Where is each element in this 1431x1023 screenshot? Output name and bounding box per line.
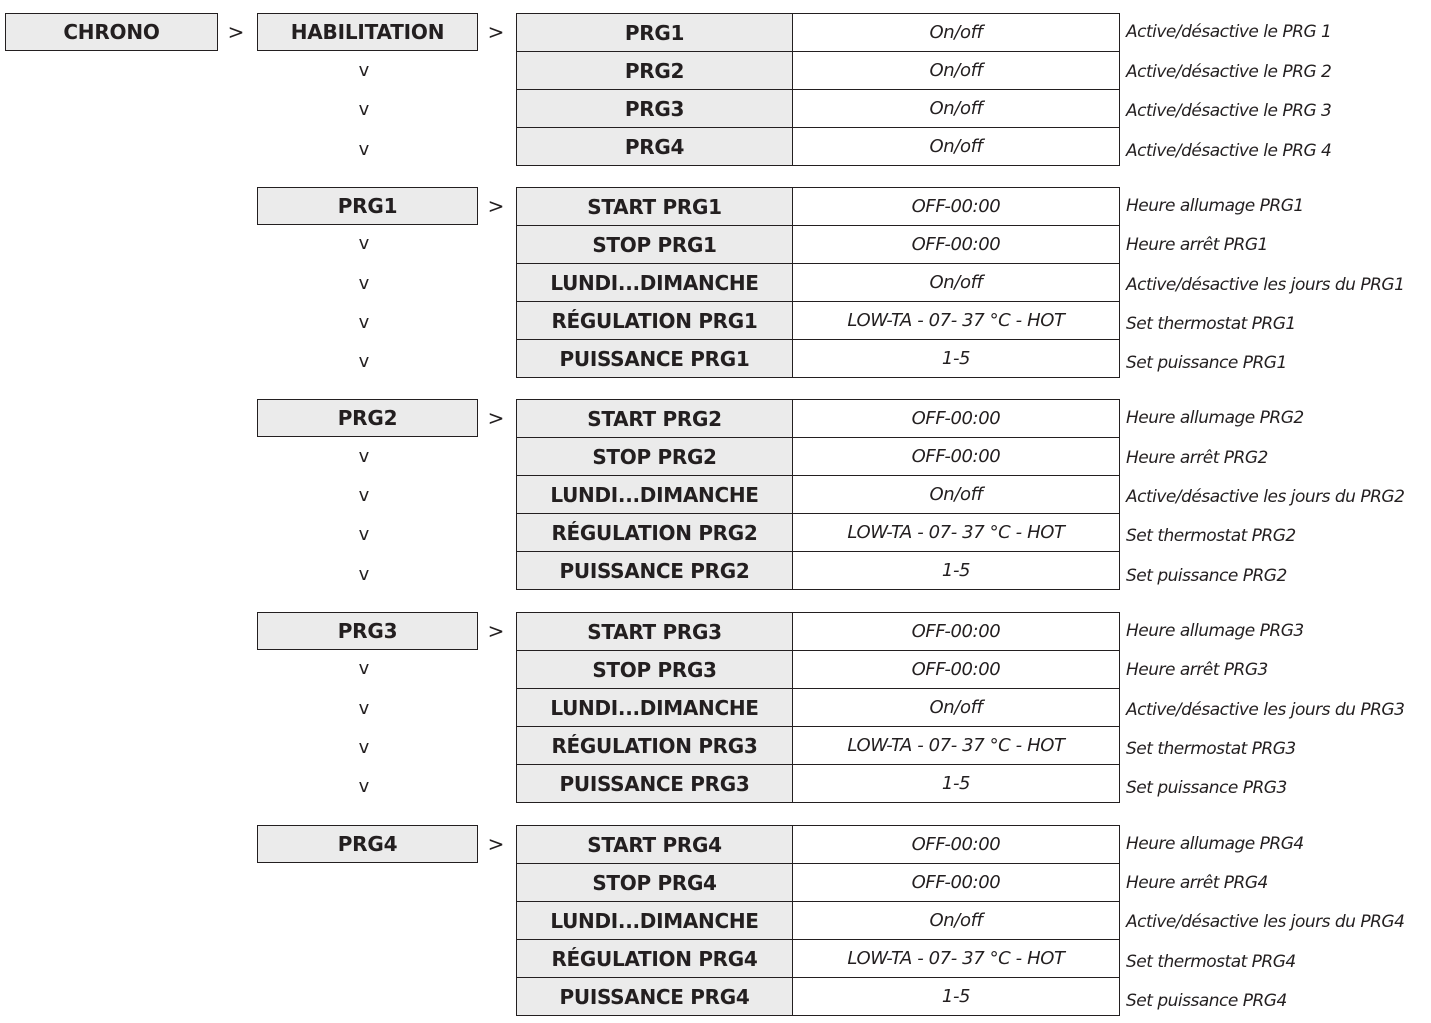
setting-description: Set puissance PRG3 — [1126, 778, 1287, 798]
table-row[interactable] — [517, 552, 1120, 590]
setting-description: Set puissance PRG2 — [1126, 566, 1287, 586]
table-row[interactable] — [517, 476, 1120, 514]
setting-value: On/off — [793, 476, 1120, 514]
table-row[interactable] — [517, 128, 1120, 166]
group-box-habilitation[interactable]: HABILITATION — [257, 13, 478, 51]
setting-name: STOP PRG2 — [517, 438, 793, 476]
table-row[interactable] — [517, 689, 1120, 727]
setting-name: START PRG1 — [517, 188, 793, 226]
group-box-prg2[interactable]: PRG2 — [257, 399, 478, 437]
group-box-prg1[interactable]: PRG1 — [257, 187, 478, 225]
setting-name: PUISSANCE PRG1 — [517, 340, 793, 378]
chrono-menu-box[interactable]: CHRONO — [5, 13, 218, 51]
setting-value: LOW-TA - 07- 37 °C - HOT — [793, 727, 1120, 765]
table-row[interactable] — [517, 514, 1120, 552]
setting-description: Heure arrêt PRG3 — [1126, 660, 1268, 680]
table-row[interactable] — [517, 826, 1120, 864]
setting-description: Active/désactive les jours du PRG1 — [1126, 275, 1405, 295]
table-row[interactable] — [517, 864, 1120, 902]
setting-value: LOW-TA - 07- 37 °C - HOT — [793, 940, 1120, 978]
table-row[interactable] — [517, 940, 1120, 978]
setting-value: On/off — [793, 128, 1120, 166]
setting-value: OFF-00:00 — [793, 438, 1120, 476]
group-arrow-right: > — [487, 20, 505, 44]
setting-value: OFF-00:00 — [793, 651, 1120, 689]
setting-name: PUISSANCE PRG2 — [517, 552, 793, 590]
setting-name: PRG2 — [517, 52, 793, 90]
setting-name: PUISSANCE PRG3 — [517, 765, 793, 803]
setting-name: PRG1 — [517, 14, 793, 52]
down-arrow: v — [358, 737, 370, 758]
setting-value: OFF-00:00 — [793, 400, 1120, 438]
setting-name: RÉGULATION PRG2 — [517, 514, 793, 552]
setting-name: LUNDI...DIMANCHE — [517, 689, 793, 727]
setting-description: Set puissance PRG4 — [1126, 991, 1287, 1011]
setting-value: On/off — [793, 264, 1120, 302]
setting-description: Active/désactive les jours du PRG2 — [1126, 487, 1405, 507]
setting-value: On/off — [793, 902, 1120, 940]
setting-description: Active/désactive les jours du PRG4 — [1126, 912, 1405, 932]
setting-description: Set thermostat PRG1 — [1126, 314, 1296, 334]
group-arrow-right: > — [487, 406, 505, 430]
setting-value: On/off — [793, 14, 1120, 52]
group-box-prg3[interactable]: PRG3 — [257, 612, 478, 650]
setting-name: STOP PRG4 — [517, 864, 793, 902]
setting-name: LUNDI...DIMANCHE — [517, 476, 793, 514]
table-row[interactable] — [517, 52, 1120, 90]
table-row[interactable] — [517, 651, 1120, 689]
setting-description: Set puissance PRG1 — [1126, 353, 1287, 373]
setting-value: LOW-TA - 07- 37 °C - HOT — [793, 302, 1120, 340]
setting-description: Heure allumage PRG2 — [1126, 408, 1304, 428]
setting-name: RÉGULATION PRG1 — [517, 302, 793, 340]
settings-table-prg2 — [516, 399, 1120, 590]
settings-table-prg3 — [516, 612, 1120, 803]
table-row[interactable] — [517, 902, 1120, 940]
table-row[interactable] — [517, 90, 1120, 128]
table-row[interactable] — [517, 340, 1120, 378]
setting-description: Heure arrêt PRG4 — [1126, 873, 1268, 893]
group-arrow-right: > — [487, 832, 505, 856]
table-row[interactable] — [517, 264, 1120, 302]
setting-name: START PRG4 — [517, 826, 793, 864]
setting-name: LUNDI...DIMANCHE — [517, 264, 793, 302]
settings-table-prg1 — [516, 187, 1120, 378]
setting-name: RÉGULATION PRG4 — [517, 940, 793, 978]
down-arrow: v — [358, 658, 370, 679]
table-row[interactable] — [517, 226, 1120, 264]
setting-description: Heure allumage PRG3 — [1126, 621, 1304, 641]
setting-value: 1-5 — [793, 978, 1120, 1016]
setting-value: LOW-TA - 07- 37 °C - HOT — [793, 514, 1120, 552]
setting-value: OFF-00:00 — [793, 864, 1120, 902]
table-row[interactable] — [517, 438, 1120, 476]
setting-description: Set thermostat PRG4 — [1126, 952, 1296, 972]
setting-value: 1-5 — [793, 340, 1120, 378]
setting-description: Active/désactive le PRG 1 — [1126, 22, 1332, 42]
group-box-prg4[interactable]: PRG4 — [257, 825, 478, 863]
setting-description: Active/désactive les jours du PRG3 — [1126, 700, 1405, 720]
setting-description: Heure arrêt PRG2 — [1126, 448, 1268, 468]
down-arrow: v — [358, 60, 370, 81]
setting-description: Active/désactive le PRG 2 — [1126, 62, 1332, 82]
table-row[interactable] — [517, 302, 1120, 340]
down-arrow: v — [358, 351, 370, 372]
table-row[interactable] — [517, 727, 1120, 765]
setting-description: Active/désactive le PRG 4 — [1126, 141, 1332, 161]
down-arrow: v — [358, 233, 370, 254]
setting-name: LUNDI...DIMANCHE — [517, 902, 793, 940]
down-arrow: v — [358, 139, 370, 160]
down-arrow: v — [358, 446, 370, 467]
setting-description: Set thermostat PRG2 — [1126, 526, 1296, 546]
table-row[interactable] — [517, 14, 1120, 52]
setting-name: PRG4 — [517, 128, 793, 166]
settings-table-habilitation — [516, 13, 1120, 166]
setting-description: Heure arrêt PRG1 — [1126, 235, 1268, 255]
setting-value: On/off — [793, 689, 1120, 727]
down-arrow: v — [358, 698, 370, 719]
setting-value: OFF-00:00 — [793, 826, 1120, 864]
table-row[interactable] — [517, 188, 1120, 226]
table-row[interactable] — [517, 765, 1120, 803]
setting-description: Heure allumage PRG4 — [1126, 834, 1304, 854]
setting-name: STOP PRG3 — [517, 651, 793, 689]
group-arrow-right: > — [487, 194, 505, 218]
setting-name: START PRG2 — [517, 400, 793, 438]
setting-value: On/off — [793, 90, 1120, 128]
chrono-arrow-right: > — [227, 20, 245, 44]
setting-description: Active/désactive le PRG 3 — [1126, 101, 1332, 121]
down-arrow: v — [358, 312, 370, 333]
setting-value: OFF-00:00 — [793, 226, 1120, 264]
down-arrow: v — [358, 564, 370, 585]
setting-value: On/off — [793, 52, 1120, 90]
down-arrow: v — [358, 776, 370, 797]
down-arrow: v — [358, 485, 370, 506]
setting-value: 1-5 — [793, 552, 1120, 590]
setting-name: STOP PRG1 — [517, 226, 793, 264]
setting-description: Heure allumage PRG1 — [1126, 196, 1304, 216]
table-row[interactable] — [517, 978, 1120, 1016]
setting-name: PRG3 — [517, 90, 793, 128]
table-row[interactable] — [517, 613, 1120, 651]
setting-name: PUISSANCE PRG4 — [517, 978, 793, 1016]
settings-table-prg4 — [516, 825, 1120, 1016]
setting-value: OFF-00:00 — [793, 613, 1120, 651]
down-arrow: v — [358, 524, 370, 545]
down-arrow: v — [358, 99, 370, 120]
setting-description: Set thermostat PRG3 — [1126, 739, 1296, 759]
down-arrow: v — [358, 273, 370, 294]
setting-name: RÉGULATION PRG3 — [517, 727, 793, 765]
setting-name: START PRG3 — [517, 613, 793, 651]
setting-value: OFF-00:00 — [793, 188, 1120, 226]
group-arrow-right: > — [487, 619, 505, 643]
table-row[interactable] — [517, 400, 1120, 438]
setting-value: 1-5 — [793, 765, 1120, 803]
